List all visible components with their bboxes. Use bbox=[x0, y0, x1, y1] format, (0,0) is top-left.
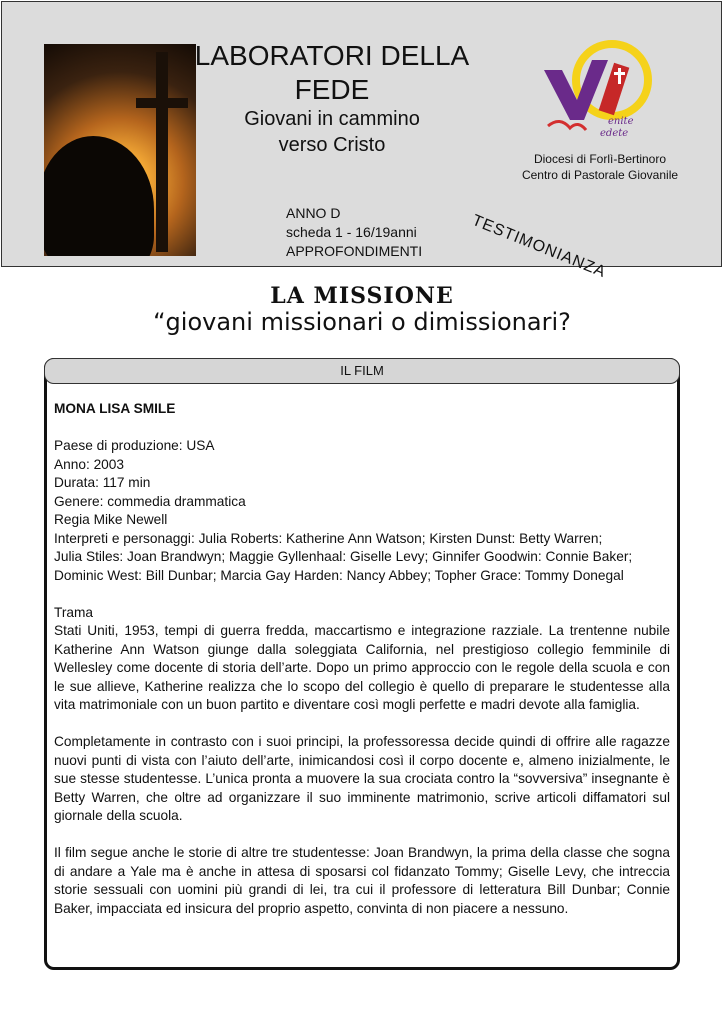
page-title: LA MISSIONE bbox=[270, 283, 454, 309]
testimonianza-label: TESTIMONIANZA bbox=[469, 212, 609, 282]
svg-text:enite: enite bbox=[608, 116, 634, 127]
svg-text:edete: edete bbox=[600, 128, 629, 139]
film-content bbox=[54, 400, 670, 918]
scheda-label: scheda 1 - 16/19anni bbox=[286, 224, 417, 240]
film-durata: Durata: 117 min bbox=[54, 475, 151, 490]
approfondimenti-label: APPROFONDIMENTI bbox=[286, 243, 423, 259]
anno-label: ANNO D bbox=[286, 205, 341, 221]
film-interpreti-1: Interpreti e personaggi: Julia Roberts: Katherine Ann Watson; Kirsten Dunst: Betty Warren; bbox=[54, 530, 603, 546]
page-subtitle: “giovani missionari o dimissionari? bbox=[153, 308, 571, 336]
diocesi-line2: Centro di Pastorale Giovanile bbox=[521, 168, 679, 182]
film-section-tab: IL FILM bbox=[44, 358, 680, 384]
trama-label: Trama bbox=[54, 604, 94, 620]
film-interpreti-2: Julia Stiles: Joan Brandwyn; Maggie Gyllenhaal: Giselle Levy; Ginnifer Goodwin: Connie Baker; bbox=[54, 549, 633, 564]
cover-photo bbox=[44, 44, 196, 256]
film-interpreti-3: Dominic West: Bill Dunbar; Marcia Gay Harden: Nancy Abbey; Topher Grace: Tommy Donegal bbox=[54, 567, 624, 583]
venite-vedete-logo bbox=[540, 40, 654, 146]
film-regia: Regia Mike Newell bbox=[54, 512, 168, 527]
crucifix-arm-shape bbox=[136, 98, 188, 108]
diocesi-line1: Diocesi di Forlì-Bertinoro bbox=[533, 152, 667, 166]
scheda-info bbox=[286, 204, 422, 261]
trama-paragraph-1: Stati Uniti, 1953, tempi di guerra fredda, maccartismo e integrazione razziale. La trentenne nubile Katherine Ann Watson giunge dalla soleggiata California, nel prestigioso collegio femminile di Wellesley come docente di storia dell’arte. Dopo un primo approccio con le regole della scuola e con le sue allieve, Katherine realizza che lo scopo del collegio è quello di preparare le studentesse alla vita matrimoniale con un buon partito e diventare così mogli perfette e madri devote alla famiglia. bbox=[54, 623, 670, 712]
trama-paragraph-3: Il film segue anche le storie di altre tre studentesse: Joan Brandwyn, la prima della classe che sogna di andare a Yale ma è anche in attesa di sposarsi col fidanzato Tommy; Giselle Levy, che intreccia storie sessuali con uomini più grandi di lei, tra cui il professore di letteratura Bill Dunbar; Connie Baker, impacciata ed insicura del proprio aspetto, convinta di non piacere a nessuno. bbox=[54, 845, 670, 916]
film-anno: Anno: 2003 bbox=[54, 456, 125, 472]
header-title-line1: LABORATORI DELLA bbox=[194, 40, 470, 71]
crucifix-shape bbox=[156, 52, 168, 252]
film-paese: Paese di produzione: USA bbox=[54, 438, 215, 453]
film-genere: Genere: commedia drammatica bbox=[54, 493, 246, 509]
header-subtitle-line1: Giovani in cammino bbox=[244, 108, 420, 130]
movie-title: MONA LISA SMILE bbox=[54, 401, 176, 416]
header-title-line2: FEDE bbox=[294, 74, 370, 105]
silhouette-shape bbox=[44, 136, 154, 256]
trama-paragraph-2: Completamente in contrasto con i suoi principi, la professoressa decide quindi di offrire alle ragazze nuovi punti di vista con l’aiuto dell’arte, inimicandosi così il corpo docente e, almeno inizialmente, le sue stesse studentesse. L’unica pronta a muovere la sua crociata contro la “sovversiva” insegnante è Betty Warren, che oltre ad organizzare il suo imminente matrimonio, scrive articoli diffamatori sul giornale della scuola. bbox=[54, 734, 670, 823]
header-subtitle-line2: verso Cristo bbox=[278, 134, 386, 156]
